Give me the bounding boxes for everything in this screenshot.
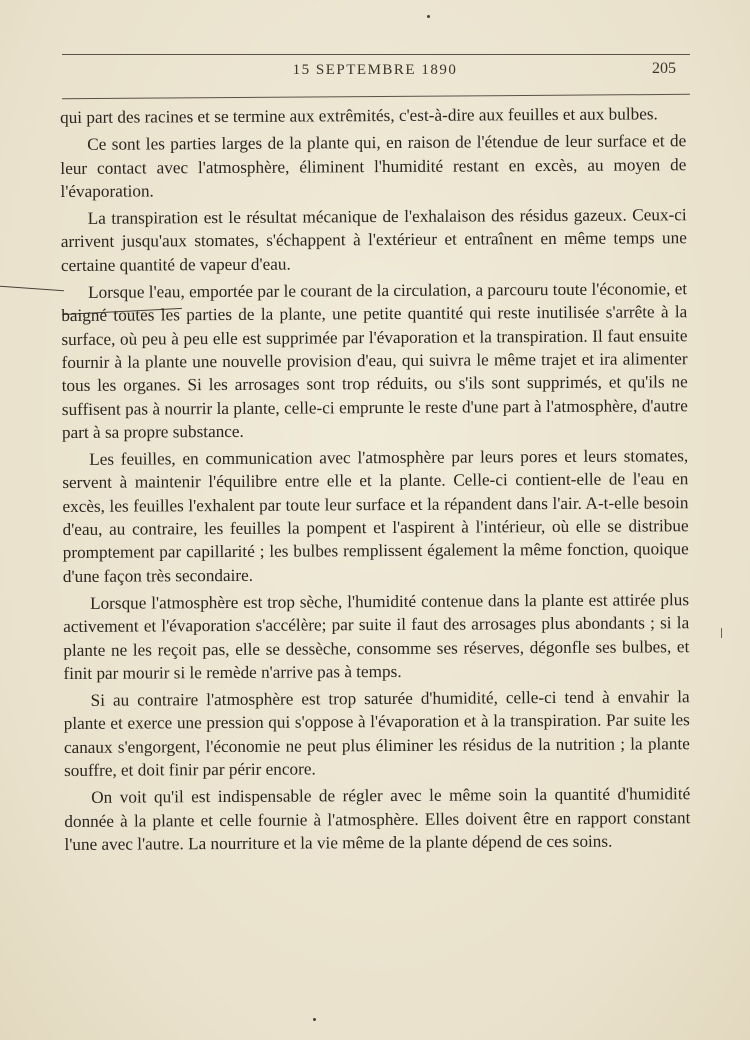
header-rule-bottom: [62, 94, 690, 99]
page-number: 205: [652, 60, 676, 77]
paragraph: Lorsque l'atmosphère est trop sèche, l'humidité contenue dans la plante est attirée plus activement et l'évaporation s'accélère; par suite il faut des arrosages plus abondants ; si la plante ne les reçoit pas, elle se dessèche, consomme ses réserves, dégonfle ses bulbes, et finit par mourir si le remède n'arrive pas à temps.: [63, 590, 690, 683]
paragraph: Les feuilles, en communication avec l'atmosphère par leurs pores et leurs stomates, servent à maintenir l'équilibre entre elle et la plante. Celle-ci contient-elle de l'eau en excès, les feuilles l'exhalent par toute leur surface et la répandent dans l'air. A-t-elle besoin d'eau, au contraire, les feuilles la pompent et l'aspirent à l'intérieur, où elle se distribue promptement par capillarité ; les bulbes remplissent également la même fonction, quoique d'une façon très secondaire.: [62, 446, 689, 586]
paragraph: Si au contraire l'atmosphère est trop saturée d'humidité, celle-ci tend à envahir la plante et exerce une pression qui s'oppose à l'évaporation et à la transpiration. Par suite les canaux s'engorgent, l'économie ne peut plus éliminer les résidus de la nutrition ; la plante souffre, et doit finir par périr encore.: [63, 687, 690, 781]
paragraph: On voit qu'il est indispensable de régler avec le même soin la quantité d'humidité donnée à la plante et celle fournie à l'atmosphère. Elles doivent être en rapport constant l'une avec l'autre. La nourriture et la vie même de la plante dépend de ces soins.: [64, 784, 691, 854]
paragraph: Lorsque l'eau, emportée par le courant de la circulation, a parcouru toute l'économie, et baigné toutes les parties de la plante, une petite quantité qui reste inutilisée s'arrête à la surface, où peu à peu elle est supprimée par l'évaporation et la transpiration. Il faut ensuite fournir à la plante une nouvelle provision d'eau, qui suivra le même trajet et ira alimenter tous les organes. Si les arrosages sont trop réduits, ou s'ils sont supprimés, et qu'ils ne suffisent pas à nourrir la plante, celle-ci emprunte le reste d'une part à l'atmosphère, d'autre part à sa propre substance.: [61, 279, 688, 442]
margin-pen-mark: [0, 286, 64, 291]
article-body: [60, 102, 691, 856]
header-rule-top: [62, 54, 690, 55]
paragraph: La transpiration est le résultat mécanique de l'exhalaison des résidus gazeux. Ceux-ci arrivent jusqu'aux stomates, s'échappent à l'extérieur et entraînent en même temps une certaine quantité de vapeur d'eau.: [60, 205, 687, 275]
paragraph-continuation: qui part des racines et se termine aux extrêmités, c'est-à-dire aux feuilles et aux bulbes.: [60, 104, 658, 127]
bottom-speck: [313, 1018, 316, 1021]
margin-tick-mark: [721, 628, 722, 638]
paragraph: Ce sont les parties larges de la plante qui, en raison de l'étendue de leur surface et de leur contact avec l'atmosphère, éliminent l'humidité restant en excès, au moyen de l'évaporation.: [60, 131, 687, 201]
top-speck: [427, 15, 430, 18]
running-header: 15 SEPTEMBRE 1890: [292, 62, 458, 78]
